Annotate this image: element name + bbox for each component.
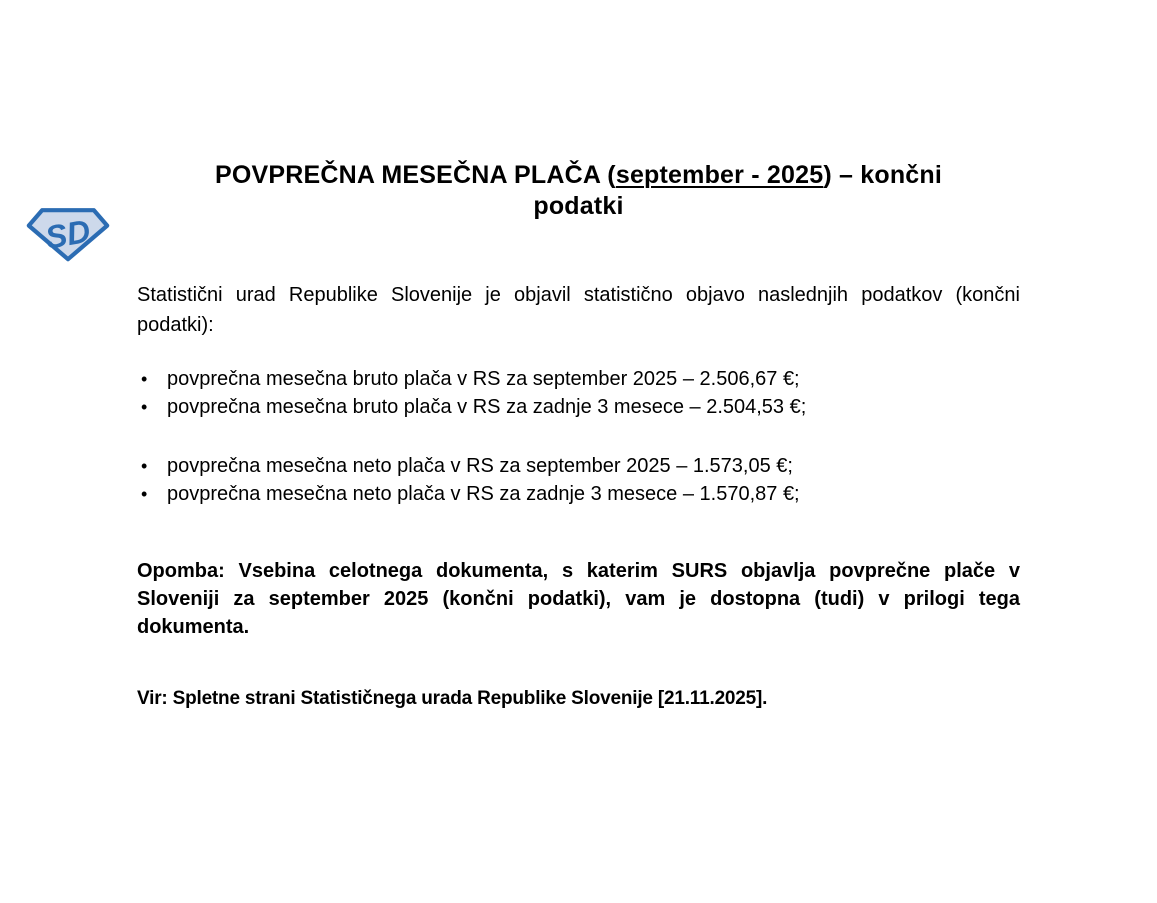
list-item: [137, 480, 1020, 508]
sd-logo: [26, 205, 110, 263]
list-item-text: povprečna mesečna neto plača v RS za zadnje 3 mesece – 1.570,87 €;: [167, 483, 800, 505]
bullet-icon: •: [141, 397, 148, 417]
document-body: [0, 160, 1157, 712]
note-paragraph: Opomba: Vsebina celotnega dokumenta, s katerim SURS objavlja povprečne plače v Sloveniji za september 2025 (končni podatki), vam je dostopna (tudi) v prilogi tega dokumenta.: [137, 560, 1020, 638]
list-item: [137, 452, 1020, 480]
sd-logo-graphic: [26, 205, 110, 263]
title-line-1: [137, 160, 1020, 191]
bullet-icon: •: [141, 484, 148, 504]
logo-letters: SD: [42, 212, 93, 256]
source-line: Vir: Spletne strani Statističnega urada Republike Slovenije [21.11.2025].: [137, 688, 768, 709]
intro-paragraph: Statistični urad Republike Slovenije je objavil statistično objavo naslednjih podatkov (končni podatki):: [137, 284, 1020, 336]
list-item-text: povprečna mesečna bruto plača v RS za zadnje 3 mesece – 2.504,53 €;: [167, 396, 807, 418]
list-item-text: povprečna mesečna bruto plača v RS za september 2025 – 2.506,67 €;: [167, 368, 800, 390]
title-suffix: ) – končni: [823, 161, 943, 189]
title-prefix: POVPREČNA MESEČNA PLAČA (: [214, 161, 616, 189]
bullet-icon: •: [141, 456, 148, 476]
list-item-text: povprečna mesečna neto plača v RS za september 2025 – 1.573,05 €;: [167, 455, 793, 477]
bullet-list-neto: [137, 452, 1020, 508]
list-item: [137, 365, 1020, 393]
title-line-2: podatki: [533, 192, 624, 220]
list-item: [137, 393, 1020, 421]
bullet-list-bruto: [137, 365, 1020, 421]
bullet-icon: •: [141, 369, 148, 389]
title-underlined-date: september - 2025: [615, 161, 824, 189]
document-title: [137, 160, 1020, 222]
